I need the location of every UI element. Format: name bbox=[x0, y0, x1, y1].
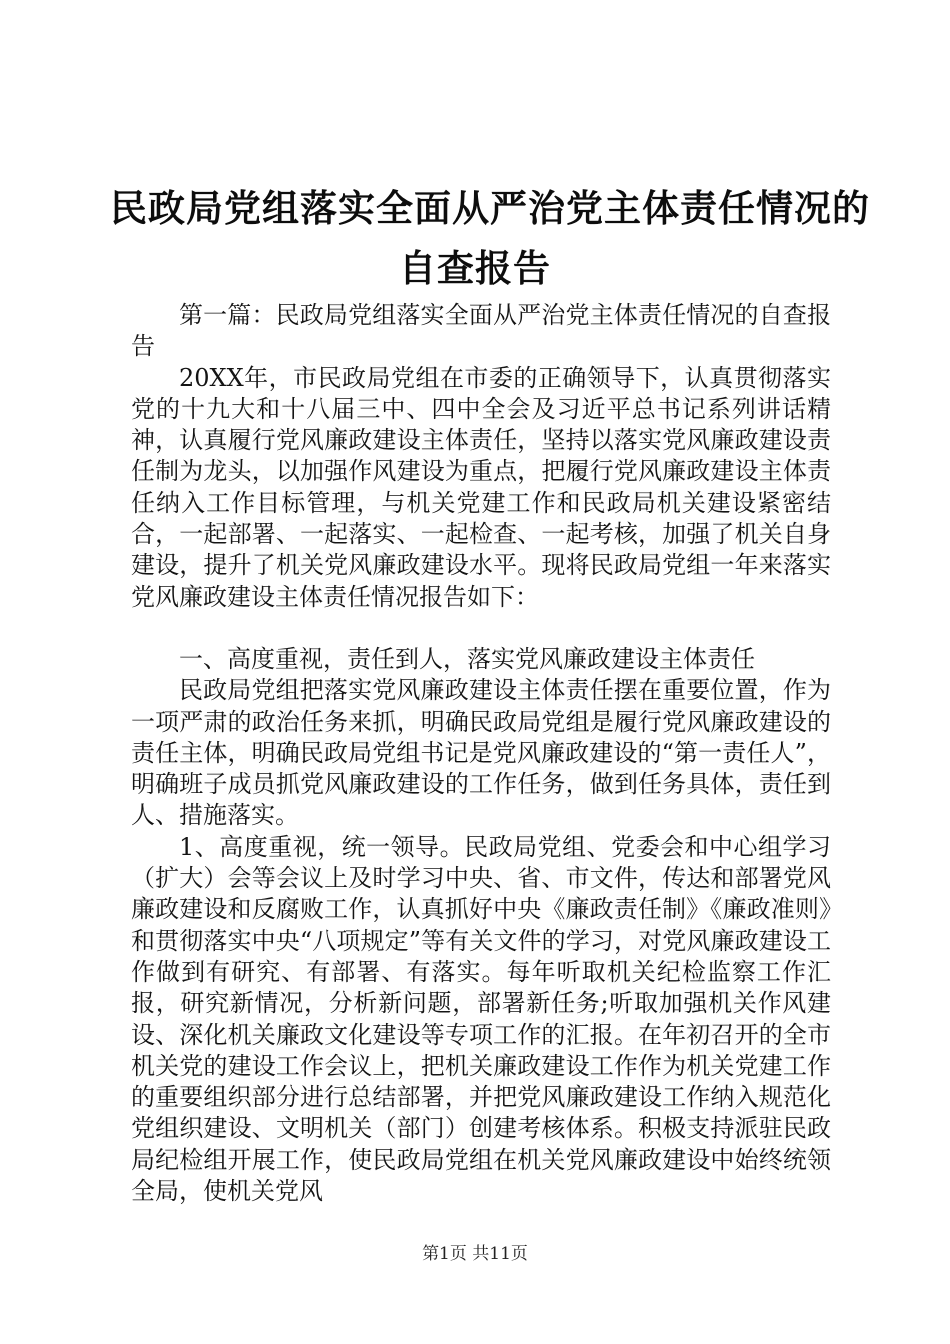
page-footer: 第1页 共11页 bbox=[422, 1244, 528, 1264]
paragraph-intro: 20XX年，市民政局党组在市委的正确领导下，认真贯彻落实党的十九大和十八届三中、四中全会及习近平总书记系列讲话精神，认真履行党风廉政建设主体责任，坚持以落实党风廉政建设责任制为龙头，以加强作风建设为重点，把履行党风廉政建设主体责任纳入工作目标管理，与机关党建工作和民政局机关建设紧密结合，一起部署、一起落实、一起检查、一起考核，加强了机关自身建设，提升了机关党风廉政建设水平。现将民政局党组一年来落实党风廉政建设主体责任情况报告如下： bbox=[131, 363, 831, 611]
paragraph-subtitle: 第一篇：民政局党组落实全面从严治党主体责任情况的自查报告 bbox=[131, 301, 831, 361]
document-body bbox=[131, 300, 831, 1207]
document-title-line-2: 自查报告 bbox=[399, 246, 551, 290]
paragraph-item-1: 1、高度重视，统一领导。民政局党组、党委会和中心组学习（扩大）会等会议上及时学习中央、省、市文件，传达和部署党风廉政建设和反腐败工作，认真抓好中央《廉政责任制》《廉政准则》和贯彻落实中央“八项规定”等有关文件的学习，对党风廉政建设工作做到有研究、有部署、有落实。每年听取机关纪检监察工作汇报，研究新情况，分析新问题，部署新任务;听取加强机关作风建设、深化机关廉政文化建设等专项工作的汇报。在年初召开的全市机关党的建设工作会议上，把机关廉政建设工作作为机关党建工作的重要组织部分进行总结部署，并把党风廉政建设工作纳入规范化党组织建设、文明机关（部门）创建考核体系。积极支持派驻民政局纪检组开展工作，使民政局党组在机关党风廉政建设中始终统领全局，使机关党风 bbox=[131, 832, 831, 1206]
document-title-line-1: 民政局党组落实全面从严治党主体责任情况的 bbox=[110, 186, 870, 230]
paragraph-section-1: 民政局党组把落实党风廉政建设主体责任摆在重要位置，作为一项严肃的政治任务来抓，明确民政局党组是履行党风廉政建设的责任主体，明确民政局党组书记是党风廉政建设的“第一责任人”，明确班子成员抓党风廉政建设的工作任务，做到任务具体，责任到人、措施落实。 bbox=[131, 676, 831, 830]
section-heading-1: 一、高度重视，责任到人，落实党风廉政建设主体责任 bbox=[179, 644, 755, 673]
